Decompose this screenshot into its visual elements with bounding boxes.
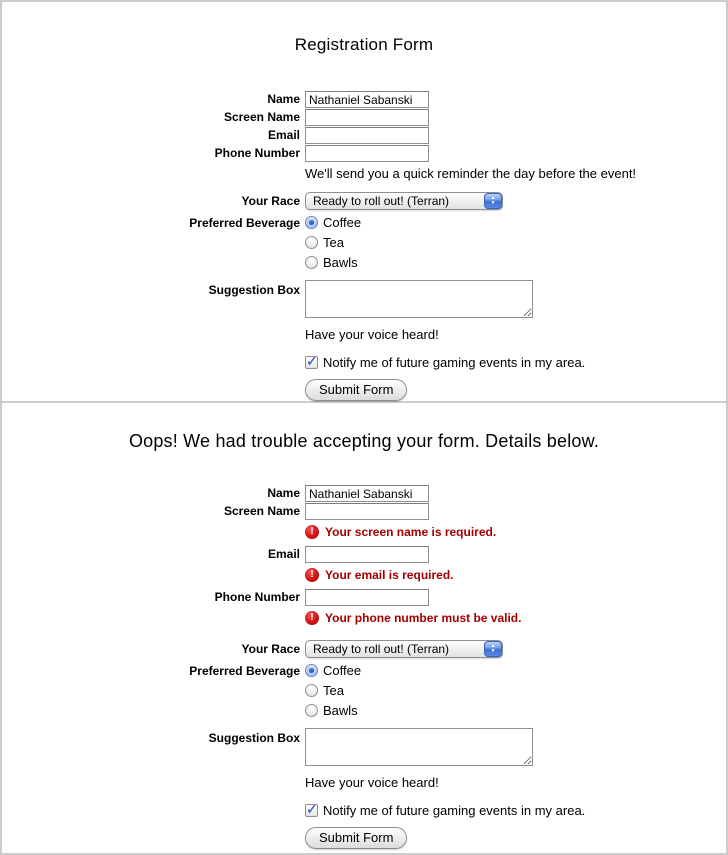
radio-coffee-label: Coffee — [323, 214, 362, 230]
error-form — [2, 485, 726, 849]
suggestion-hint-2: Have your voice heard! — [305, 775, 439, 790]
radio-coffee-2[interactable] — [305, 664, 318, 677]
select-stepper-icon: ▲ ▼ — [484, 193, 502, 209]
radio-tea-label: Tea — [323, 234, 344, 250]
phone-input[interactable] — [305, 145, 429, 162]
suggestion-label-2: Suggestion Box — [208, 731, 300, 745]
error-form-section — [2, 403, 726, 851]
phone-row-2 — [2, 589, 726, 606]
race-selected-value: Ready to roll out! (Terran) — [313, 194, 450, 208]
race-row — [2, 189, 726, 213]
beverage-row-bawls-2 — [2, 702, 726, 721]
voice-hint-row — [2, 319, 726, 349]
phone-label: Phone Number — [214, 146, 300, 160]
radio-coffee[interactable] — [305, 216, 318, 229]
beverage-row-coffee-2 — [2, 662, 726, 681]
email-label: Email — [267, 128, 300, 142]
error-icon: ! — [305, 568, 319, 582]
suggestion-textarea[interactable] — [305, 280, 533, 318]
screen-name-label: Screen Name — [223, 110, 300, 124]
notify-label: Notify me of future gaming events in my area. — [323, 355, 586, 370]
voice-hint-row-2 — [2, 767, 726, 797]
error-title: Oops! We had trouble accepting your form. Details below. — [128, 431, 600, 451]
email-label-2: Email — [267, 547, 300, 561]
phone-label-2: Phone Number — [214, 590, 300, 604]
email-input[interactable] — [305, 127, 429, 144]
suggestion-row-2 — [2, 728, 726, 766]
name-row — [2, 91, 726, 108]
race-select[interactable] — [305, 192, 503, 210]
suggestion-label: Suggestion Box — [208, 283, 300, 297]
radio-tea[interactable] — [305, 236, 318, 249]
radio-bawls-label: Bawls — [323, 254, 358, 270]
beverage-row-tea-2 — [2, 682, 726, 701]
race-selected-value-2: Ready to roll out! (Terran) — [313, 642, 450, 656]
beverage-label: Preferred Beverage — [189, 216, 300, 230]
name-input-2[interactable] — [305, 485, 429, 502]
radio-tea-2[interactable] — [305, 684, 318, 697]
notify-row — [2, 350, 726, 370]
email-row — [2, 127, 726, 144]
phone-hint: We'll send you a quick reminder the day before the event! — [305, 166, 637, 181]
submit-row — [2, 379, 726, 401]
phone-row — [2, 145, 726, 162]
race-row-2 — [2, 637, 726, 661]
screen-name-error: Your screen name is required. — [325, 525, 497, 539]
registration-form-section — [2, 2, 726, 403]
suggestion-row — [2, 280, 726, 318]
registration-form — [2, 91, 726, 401]
radio-bawls-label-2: Bawls — [323, 702, 358, 718]
radio-dot-icon — [309, 220, 314, 225]
radio-bawls[interactable] — [305, 256, 318, 269]
checkmark-icon: ✓ — [306, 801, 318, 817]
page-title: Registration Form — [294, 35, 434, 54]
notify-label-2: Notify me of future gaming events in my area. — [323, 803, 586, 818]
race-label: Your Race — [241, 193, 300, 208]
submit-button[interactable]: Submit Form — [305, 379, 407, 401]
error-icon: ! — [305, 525, 319, 539]
screen-name-row — [2, 109, 726, 126]
radio-dot-icon — [309, 668, 314, 673]
notify-checkbox[interactable] — [305, 353, 318, 369]
notify-checkbox-2[interactable] — [305, 801, 318, 817]
screen-name-label-2: Screen Name — [223, 504, 300, 518]
email-error: Your email is required. — [325, 568, 454, 582]
radio-tea-label-2: Tea — [323, 682, 344, 698]
name-label: Name — [267, 92, 300, 106]
screen-name-row-2 — [2, 503, 726, 520]
radio-coffee-label-2: Coffee — [323, 662, 362, 678]
phone-error-row — [2, 607, 726, 631]
screen-name-input[interactable] — [305, 109, 429, 126]
email-row-2 — [2, 546, 726, 563]
race-label-2: Your Race — [241, 641, 300, 656]
email-error-row — [2, 564, 726, 588]
phone-error: Your phone number must be valid. — [325, 611, 522, 625]
name-row-2 — [2, 485, 726, 502]
phone-hint-row — [2, 163, 726, 188]
screen-name-input-2[interactable] — [305, 503, 429, 520]
submit-row-2 — [2, 827, 726, 849]
beverage-row-coffee — [2, 214, 726, 233]
suggestion-hint: Have your voice heard! — [305, 327, 439, 342]
beverage-label-2: Preferred Beverage — [189, 664, 300, 678]
email-input-2[interactable] — [305, 546, 429, 563]
select-stepper-icon: ▲ ▼ — [484, 641, 502, 657]
notify-row-2 — [2, 798, 726, 818]
screen-name-error-row — [2, 521, 726, 545]
phone-input-2[interactable] — [305, 589, 429, 606]
radio-bawls-2[interactable] — [305, 704, 318, 717]
race-select-2[interactable] — [305, 640, 503, 658]
beverage-row-tea — [2, 234, 726, 253]
checkmark-icon: ✓ — [306, 353, 318, 369]
beverage-row-bawls — [2, 254, 726, 273]
name-input[interactable] — [305, 91, 429, 108]
name-label-2: Name — [267, 486, 300, 500]
suggestion-textarea-2[interactable] — [305, 728, 533, 766]
submit-button-2[interactable]: Submit Form — [305, 827, 407, 849]
error-icon: ! — [305, 611, 319, 625]
